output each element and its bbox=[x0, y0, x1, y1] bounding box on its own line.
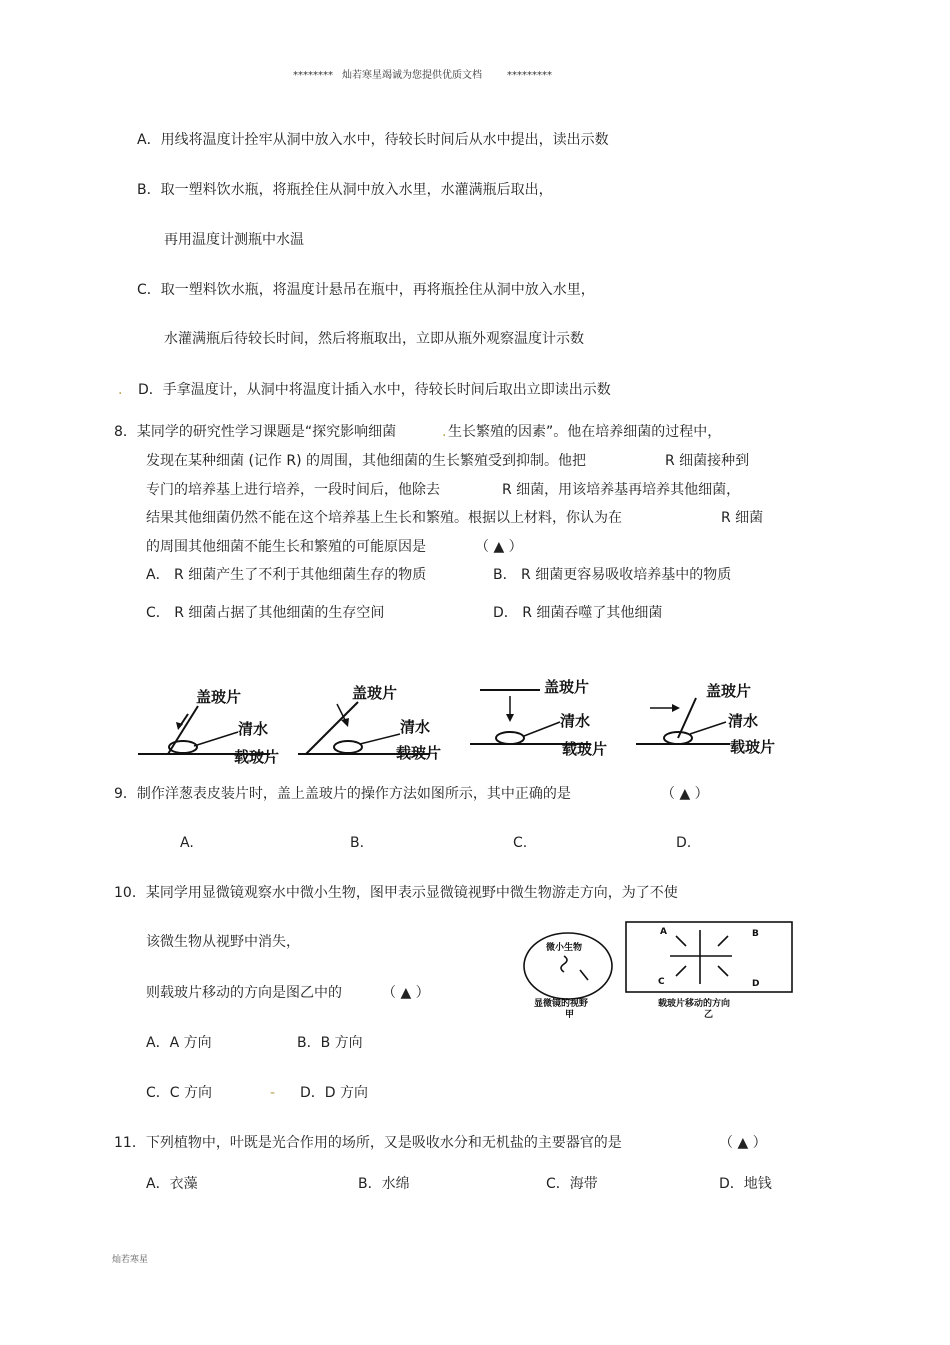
q9-stem: 9．制作洋葱表皮装片时，盖上盖玻片的操作方法如图所示，其中正确的是 bbox=[114, 786, 571, 802]
footer-text: 灿若寒星 bbox=[112, 1255, 149, 1265]
fig-c-label-cover: 盖玻片 bbox=[544, 678, 590, 696]
q10-answer-bracket: （ ▲ ） bbox=[382, 985, 430, 1001]
fig-jia-inner: 微小生物 bbox=[546, 943, 583, 953]
q10-dash: - bbox=[270, 1085, 276, 1101]
fig-d-label-slide: 载玻片 bbox=[730, 738, 776, 756]
q7-option-c-line2: 水灌满瓶后待较长时间，然后将瓶取出，立即从瓶外观察温度计示数 bbox=[164, 331, 584, 347]
q8-line4b: R 细菌 bbox=[721, 510, 764, 526]
header-title: 灿若寒星竭诚为您提供优质文档 bbox=[342, 70, 482, 81]
q8-option-b: B． R 细菌更容易吸收培养基中的物质 bbox=[493, 567, 732, 583]
q10-line2: 该微生物从视野中消失， bbox=[146, 934, 300, 950]
q8-option-a: A． R 细菌产生了不利于其他细菌生存的物质 bbox=[146, 567, 427, 583]
fig-c-water bbox=[496, 732, 524, 744]
q9-option-a: A. bbox=[180, 835, 194, 851]
fig-b-label-cover: 盖玻片 bbox=[352, 684, 398, 702]
fig-b-water bbox=[334, 741, 362, 753]
q10-option-b: B．B 方向 bbox=[297, 1035, 363, 1051]
microorganism bbox=[561, 956, 567, 972]
fig-yi-caption: 载玻片移动的方向 bbox=[658, 999, 731, 1009]
fig-b-cover bbox=[306, 702, 358, 754]
q8-line2b: R 细菌接种到 bbox=[665, 453, 750, 469]
fig-a-label-cover: 盖玻片 bbox=[196, 688, 242, 706]
q9-figure-strip bbox=[130, 672, 780, 767]
q11-option-d: D．地钱 bbox=[719, 1176, 772, 1192]
q7-option-b-line1: B．取一塑料饮水瓶，将瓶拴住从洞中放入水里，水灌满瓶后取出， bbox=[137, 182, 553, 198]
q8-line5: 的周围其他细菌不能生长和繁殖的可能原因是 bbox=[146, 539, 426, 555]
header-stars-right: ********* bbox=[507, 70, 552, 81]
q11-stem: 11．下列植物中，叶既是光合作用的场所，又是吸收水分和无机盐的主要器官的是 bbox=[114, 1135, 622, 1151]
q7-option-c-line1: C．取一塑料饮水瓶，将温度计悬吊在瓶中，再将瓶拴住从洞中放入水里， bbox=[137, 282, 595, 298]
q11-option-b: B．水绵 bbox=[358, 1176, 410, 1192]
fig-b-label-slide: 载玻片 bbox=[396, 744, 442, 762]
fig-jia-caption: 显微镜的视野 bbox=[534, 999, 589, 1009]
q11-option-a: A．衣藻 bbox=[146, 1176, 198, 1192]
q10-figure bbox=[518, 918, 798, 1020]
q10-option-d: D．D 方向 bbox=[300, 1085, 369, 1101]
q9-option-d: D. bbox=[676, 835, 692, 851]
q8-line4: 结果其他细菌仍然不能在这个培养基上生长和繁殖。根据以上材料，你认为在 bbox=[146, 510, 622, 526]
fig-c-label-slide: 载玻片 bbox=[562, 740, 608, 758]
q7-option-a: A．用线将温度计拴牢从洞中放入水中，待较长时间后从水中提出，读出示数 bbox=[137, 132, 609, 148]
fig-yi-a: A bbox=[660, 927, 667, 937]
fig-a-cover bbox=[168, 706, 198, 754]
fig-a-label-slide: 载玻片 bbox=[234, 748, 280, 766]
q7-option-b-line2: 再用温度计测瓶中水温 bbox=[164, 232, 304, 248]
fig-b-label-water: 清水 bbox=[400, 718, 431, 736]
fig-d-label-cover: 盖玻片 bbox=[706, 682, 752, 700]
q8-line3b: R 细菌，用该培养基再培养其他细菌， bbox=[502, 482, 741, 498]
q8-option-d: D． R 细菌吞噬了其他细菌 bbox=[493, 605, 663, 621]
fig-a-label-water: 清水 bbox=[238, 720, 269, 738]
q10-line3: 则载玻片移动的方向是图乙中的 bbox=[146, 985, 342, 1001]
q7-option-d-mark: . bbox=[118, 382, 123, 398]
fig-yi-d: D bbox=[752, 979, 760, 989]
fig-yi-c: C bbox=[658, 977, 665, 987]
header-stars-left: ******** bbox=[293, 70, 333, 81]
q10-option-c: C．C 方向 bbox=[146, 1085, 213, 1101]
fig-c-label-water: 清水 bbox=[560, 712, 591, 730]
fig-yi-b: B bbox=[752, 929, 759, 939]
q8-dot: . bbox=[442, 424, 447, 440]
q8-answer-bracket: （ ▲ ） bbox=[475, 539, 523, 555]
slide-direction-box bbox=[626, 922, 792, 992]
q9-answer-bracket: （ ▲ ） bbox=[661, 786, 709, 802]
fig-d-label-water: 清水 bbox=[728, 712, 759, 730]
q8-line3: 专门的培养基上进行培养，一段时间后，他除去 bbox=[146, 482, 440, 498]
q11-option-c: C．海带 bbox=[546, 1176, 598, 1192]
q7-option-d: D．手拿温度计，从洞中将温度计插入水中，待较长时间后取出立即读出示数 bbox=[138, 382, 611, 398]
q8-line1b: 生长繁殖的因素”。他在培养细菌的过程中， bbox=[448, 424, 722, 440]
q11-answer-bracket: （ ▲ ） bbox=[719, 1135, 767, 1151]
q10-option-a: A．A 方向 bbox=[146, 1035, 212, 1051]
q9-option-b: B. bbox=[350, 835, 365, 851]
fig-jia-name: 甲 bbox=[565, 1010, 575, 1020]
fig-yi-name: 乙 bbox=[704, 1010, 714, 1020]
q10-stem: 10．某同学用显微镜观察水中微小生物，图甲表示显微镜视野中微生物游走方向，为了不使 bbox=[114, 885, 678, 901]
q8-option-c: C． R 细菌占据了其他细菌的生存空间 bbox=[146, 605, 385, 621]
q8-line1a: 8．某同学的研究性学习课题是“探究影响细菌 bbox=[114, 424, 397, 440]
q8-line2: 发现在某种细菌 (记作 R) 的周围，其他细菌的生长繁殖受到抑制。他把 bbox=[146, 453, 587, 469]
q9-option-c: C. bbox=[513, 835, 528, 851]
